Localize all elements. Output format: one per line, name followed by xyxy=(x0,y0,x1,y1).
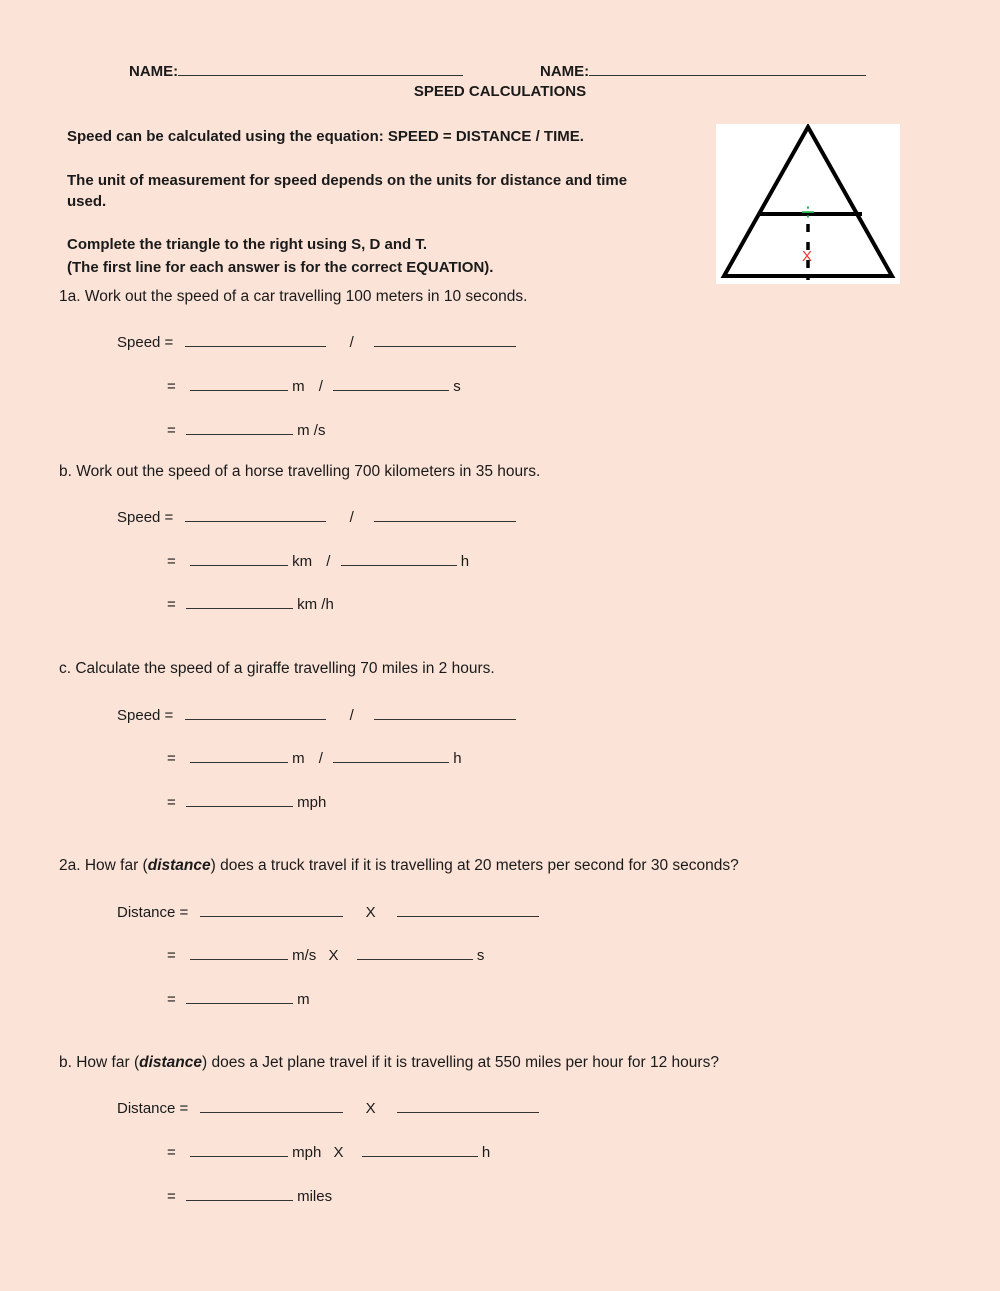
q1c-blank-e[interactable] xyxy=(186,792,293,807)
intro-triangle-line-b: (The first line for each answer is for the correct EQUATION). xyxy=(67,259,494,276)
q1a-result-row xyxy=(167,420,325,439)
question-1a: 1a. Work out the speed of a car travelling 100 meters in 10 seconds. xyxy=(59,288,528,305)
name-blank-2[interactable] xyxy=(589,61,866,76)
page-title: SPEED CALCULATIONS xyxy=(413,83,587,100)
q1a-op2: / xyxy=(318,378,323,395)
q1b-blank-c[interactable] xyxy=(190,551,288,566)
q1b-op2: / xyxy=(326,553,331,570)
q1a-equals: = xyxy=(167,378,176,395)
name-label-2: NAME: xyxy=(540,63,590,80)
name-blank-1[interactable] xyxy=(178,61,463,76)
q2b-equation-row xyxy=(117,1098,539,1117)
q1a-blank-c[interactable] xyxy=(190,376,288,391)
q1b-eq-label: Speed = xyxy=(117,509,174,526)
q2b-eq-label: Distance = xyxy=(117,1100,189,1117)
q2b-unit2: h xyxy=(481,1144,491,1161)
q1c-blank-c[interactable] xyxy=(190,748,288,763)
q1b-blank-e[interactable] xyxy=(186,594,293,609)
q2a-blank-a[interactable] xyxy=(200,902,343,917)
q1c-equals-2: = xyxy=(167,794,176,811)
q2b-values-row xyxy=(167,1142,490,1161)
q2b-equals-2: = xyxy=(167,1188,176,1205)
q2b-result-row xyxy=(167,1186,332,1205)
q1c-op2: / xyxy=(318,750,323,767)
q2a-unit1: m/s xyxy=(292,947,317,964)
q1c-blank-a[interactable] xyxy=(185,705,326,720)
intro-triangle-line-a: Complete the triangle to the right using S, D and T. xyxy=(67,236,428,253)
q1b-equals: = xyxy=(167,553,176,570)
q1c-result-unit: mph xyxy=(297,794,327,811)
q2b-blank-e[interactable] xyxy=(186,1186,293,1201)
q1a-equation-row xyxy=(117,332,516,351)
q1a-blank-a[interactable] xyxy=(185,332,326,347)
q1b-values-row xyxy=(167,551,469,570)
q2a-text-post: ) does a truck travel if it is travelling at 20 meters per second for 30 seconds? xyxy=(210,857,739,874)
q1b-blank-a[interactable] xyxy=(185,507,326,522)
q1c-blank-d[interactable] xyxy=(333,748,449,763)
q1c-equals: = xyxy=(167,750,176,767)
q1b-unit1: km xyxy=(292,553,313,570)
q2b-op2: X xyxy=(333,1144,344,1161)
name-label-1: NAME: xyxy=(129,63,179,80)
q2a-blank-b[interactable] xyxy=(397,902,539,917)
intro-units-line-b: used. xyxy=(67,193,107,210)
question-2b xyxy=(59,1054,719,1072)
divide-symbol-icon: ÷ xyxy=(801,199,815,226)
q2a-result-row xyxy=(167,989,310,1008)
q1b-result-row xyxy=(167,594,334,613)
q1c-eq-label: Speed = xyxy=(117,707,174,724)
multiply-symbol-icon: X xyxy=(801,248,813,265)
q1a-blank-e[interactable] xyxy=(186,420,293,435)
q1a-result-unit: m /s xyxy=(297,422,326,439)
name-field-2[interactable] xyxy=(540,61,866,80)
q2a-text-pre: 2a. How far ( xyxy=(59,857,148,874)
q1c-operator: / xyxy=(349,707,354,724)
q1a-unit1: m xyxy=(292,378,305,395)
q1b-blank-b[interactable] xyxy=(374,507,516,522)
q2a-blank-e[interactable] xyxy=(186,989,293,1004)
q1a-operator: / xyxy=(349,334,354,351)
q2a-operator: X xyxy=(365,904,376,921)
q1a-blank-d[interactable] xyxy=(333,376,449,391)
question-1c: c. Calculate the speed of a giraffe travelling 70 miles in 2 hours. xyxy=(59,660,495,677)
q2b-text-emphasis: distance xyxy=(139,1054,202,1071)
q1a-values-row xyxy=(167,376,461,395)
q2b-blank-d[interactable] xyxy=(362,1142,478,1157)
q1b-operator: / xyxy=(349,509,354,526)
q2b-operator: X xyxy=(365,1100,376,1117)
q1c-result-row xyxy=(167,792,326,811)
q1c-unit2: h xyxy=(453,750,462,767)
q2b-text-pre: b. How far ( xyxy=(59,1054,140,1071)
q2a-text-emphasis: distance xyxy=(147,857,211,874)
formula-triangle xyxy=(716,124,900,284)
q1a-unit2: s xyxy=(453,378,461,395)
q2b-blank-a[interactable] xyxy=(200,1098,343,1113)
q1c-values-row xyxy=(167,748,462,767)
q2a-eq-label: Distance = xyxy=(117,904,189,921)
question-1b: b. Work out the speed of a horse travelling 700 kilometers in 35 hours. xyxy=(59,463,541,480)
q1b-equation-row xyxy=(117,507,516,526)
intro-units-line-a: The unit of measurement for speed depends on the units for distance and time xyxy=(67,172,628,189)
q2b-unit1: mph xyxy=(292,1144,322,1161)
q1a-blank-b[interactable] xyxy=(374,332,516,347)
q2b-result-unit: miles xyxy=(297,1188,333,1205)
q2b-blank-b[interactable] xyxy=(397,1098,539,1113)
q1b-equals-2: = xyxy=(167,596,176,613)
q2a-equation-row xyxy=(117,902,539,921)
q1c-blank-b[interactable] xyxy=(374,705,516,720)
q2a-unit2: s xyxy=(476,947,485,964)
q2a-values-row xyxy=(167,945,484,964)
intro-equation: Speed can be calculated using the equation: SPEED = DISTANCE / TIME. xyxy=(67,128,584,145)
q1b-unit2: h xyxy=(460,553,470,570)
q1c-equation-row xyxy=(117,705,516,724)
q2b-equals: = xyxy=(167,1144,176,1161)
q2a-equals: = xyxy=(167,947,176,964)
q1a-equals-2: = xyxy=(167,422,176,439)
q1b-result-unit: km /h xyxy=(297,596,334,613)
q1c-unit1: m xyxy=(292,750,305,767)
q1a-eq-label: Speed = xyxy=(117,334,174,351)
q2a-equals-2: = xyxy=(167,991,176,1008)
q2a-blank-d[interactable] xyxy=(357,945,473,960)
q2a-blank-c[interactable] xyxy=(190,945,288,960)
q1b-blank-d[interactable] xyxy=(341,551,457,566)
q2b-text-post: ) does a Jet plane travel if it is travelling at 550 miles per hour for 12 hours? xyxy=(202,1054,719,1071)
q2a-result-unit: m xyxy=(297,991,310,1008)
q2a-op2: X xyxy=(328,947,339,964)
question-2a xyxy=(59,857,739,875)
name-field-1[interactable] xyxy=(129,61,463,80)
q2b-blank-c[interactable] xyxy=(190,1142,288,1157)
formula-triangle-svg xyxy=(716,124,900,284)
